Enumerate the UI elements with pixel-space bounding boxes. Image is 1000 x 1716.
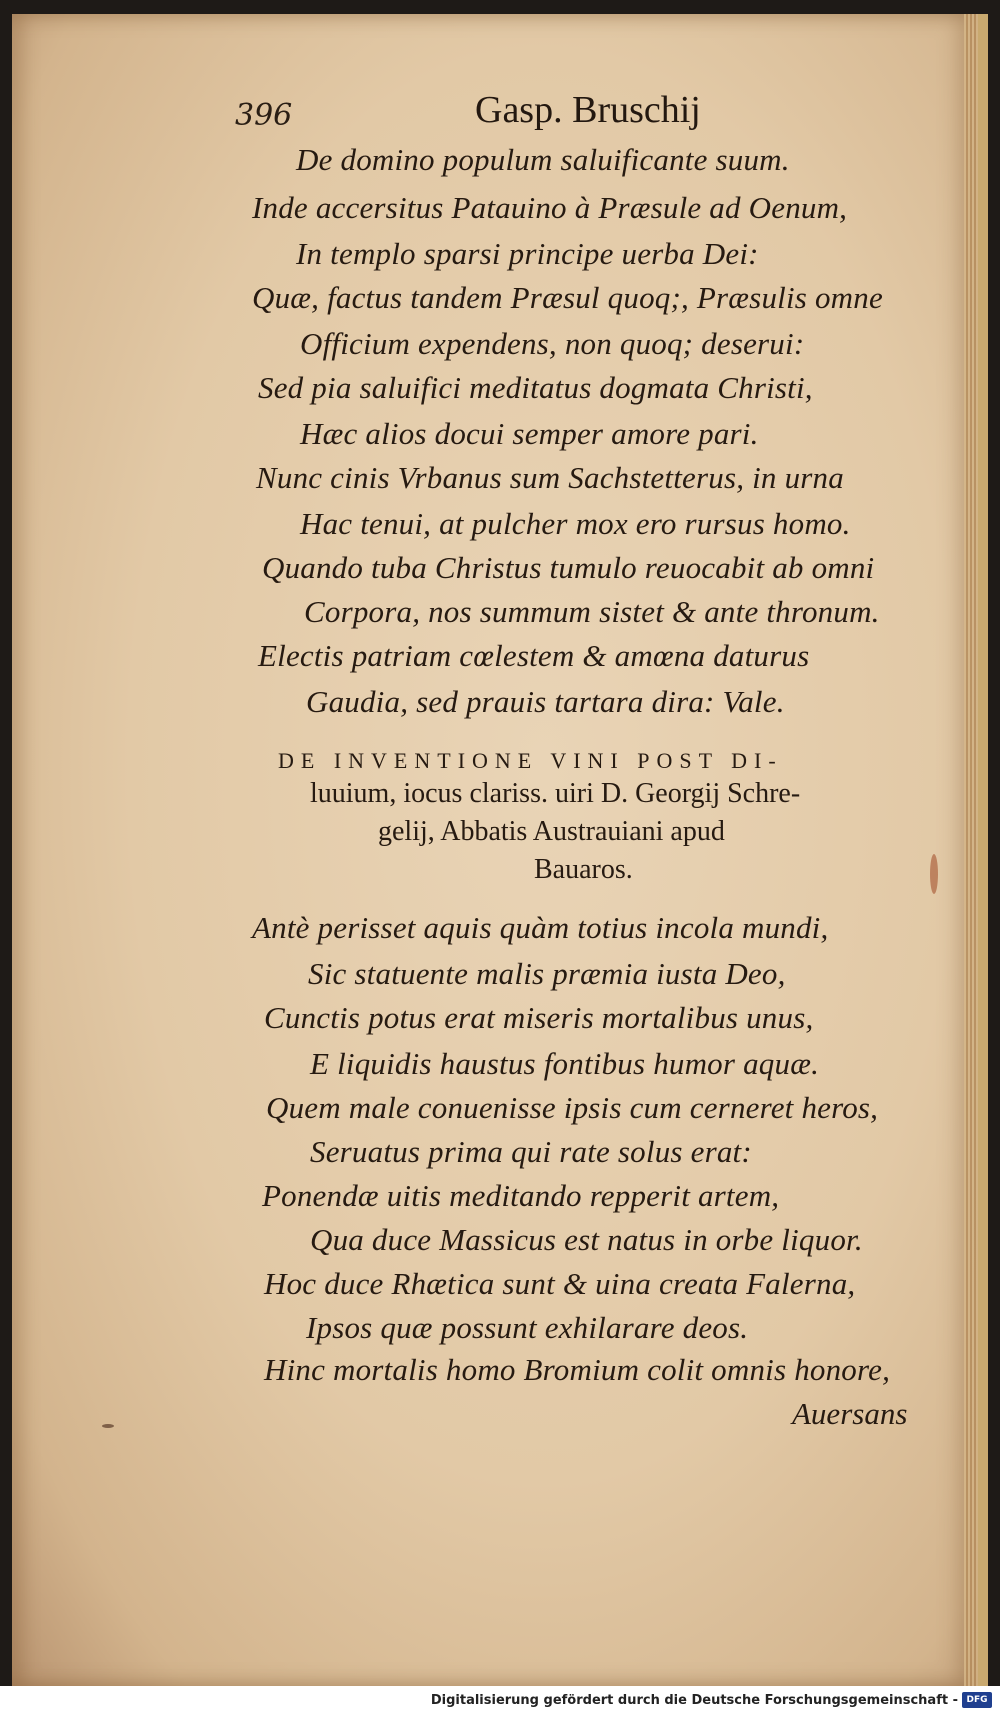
verse-line: Hinc mortalis homo Bromium colit omnis honore, xyxy=(264,1352,891,1387)
catchword: Auersans xyxy=(792,1396,908,1431)
verse-line: Nunc cinis Vrbanus sum Sachstetterus, in urna xyxy=(256,460,844,495)
verse-line: Hæc alios docui semper amore pari. xyxy=(300,416,759,451)
verse-line: Sic statuente malis præmia iusta Deo, xyxy=(308,956,786,991)
page-header xyxy=(235,88,755,138)
verse-line: Qua duce Massicus est natus in orbe liquor. xyxy=(310,1222,863,1257)
section-heading-caps: DE INVENTIONE VINI POST DI- xyxy=(278,748,783,773)
verse-line: Quando tuba Christus tumulo reuocabit ab omni xyxy=(262,550,875,585)
page-fore-edge xyxy=(964,14,978,1686)
verse-line: Gaudia, sed prauis tartara dira: Vale. xyxy=(306,684,785,719)
section-heading-line: Bauaros. xyxy=(534,854,633,885)
verse-line: Quem male conuenisse ipsis cum cerneret heros, xyxy=(266,1090,879,1125)
verse-line: Electis patriam cœlestem & amœna daturus xyxy=(258,638,810,673)
verse-line: Corpora, nos summum sistet & ante thronum. xyxy=(304,594,880,629)
verse-line: Sed pia saluifici meditatus dogmata Christi, xyxy=(258,370,813,405)
verse-line: Hac tenui, at pulcher mox ero rursus homo. xyxy=(300,506,851,541)
verse-line: Ponendæ uitis meditando repperit artem, xyxy=(262,1178,780,1213)
running-head: Gasp. Bruschij xyxy=(475,89,701,131)
verse-line: E liquidis haustus fontibus humor aquæ. xyxy=(310,1046,820,1081)
verse-line: Seruatus prima qui rate solus erat: xyxy=(310,1134,752,1169)
paper-stain xyxy=(930,854,938,894)
section-heading-line: luuium, iocus clariss. uiri D. Georgij Schre- xyxy=(310,778,801,809)
page-number: 396 xyxy=(235,98,293,133)
verse-line: In templo sparsi principe uerba Dei: xyxy=(296,236,759,271)
digitization-footer xyxy=(0,1686,1000,1716)
verse-line: Hoc duce Rhætica sunt & uina creata Falerna, xyxy=(264,1266,856,1301)
verse-line: Antè perisset aquis quàm totius incola mundi, xyxy=(252,910,829,945)
paper-stain xyxy=(102,1424,114,1428)
verse-line: Officium expendens, non quoq; deserui: xyxy=(300,326,805,361)
verse-line: De domino populum saluificante suum. xyxy=(296,142,790,177)
verse-line: Ipsos quæ possunt exhilarare deos. xyxy=(306,1310,749,1345)
verse-line: Cunctis potus erat miseris mortalibus unus, xyxy=(264,1000,814,1035)
verse-line: Inde accersitus Patauino à Præsule ad Oenum, xyxy=(252,190,848,225)
dfg-logo-icon: DFG xyxy=(962,1692,992,1708)
section-heading-line: gelij, Abbatis Austrauiani apud xyxy=(378,816,725,847)
footer-credit: Digitalisierung gefördert durch die Deutsche Forschungsgemeinschaft - xyxy=(430,1693,958,1708)
verse-line: Quæ, factus tandem Præsul quoq;, Præsulis omne xyxy=(252,280,883,315)
